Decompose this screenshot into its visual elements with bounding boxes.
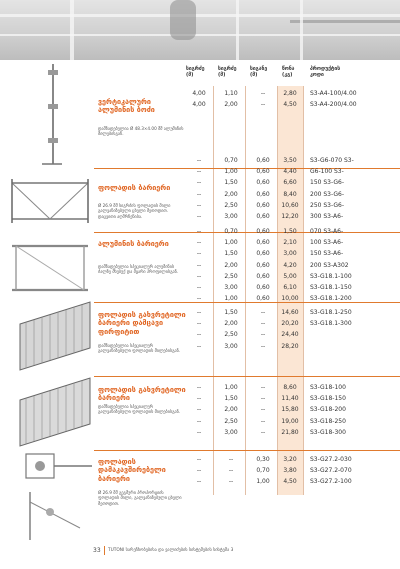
table-cell-c3: 0,60 (256, 239, 270, 247)
table-cell-c1: 4,00 (192, 90, 206, 97)
table-cell-c3: 0,60 (256, 261, 270, 269)
table-cell-c4: 10,00 (281, 295, 299, 303)
table-cell-c1: -- (196, 309, 202, 316)
table-cell-code: S3-G18-250 (310, 417, 346, 425)
table-cell-code: S3-G18.1-200 (310, 295, 352, 303)
table-cell-c1: -- (196, 213, 202, 220)
table-cell-c1: -- (196, 295, 202, 303)
perforated-barrier-plate-image (18, 300, 92, 372)
table-cell-c4: 12,20 (281, 213, 299, 220)
table-cell-c3: 0,60 (256, 168, 270, 176)
table-cell-c2: -- (228, 478, 234, 486)
section-title-vertical-post: ვერტიკალური ალუმინის ბოძი (98, 97, 155, 115)
table-cell-code: 150 S3-G6- (310, 179, 345, 187)
section-desc-perforated-plate: დამზადებულია სპეციალურ გალვანიზებული ფოლადის მილებისგან. (98, 343, 181, 354)
table-cell-c2: 2,50 (224, 272, 238, 280)
table-cell-c2: 3,00 (224, 284, 238, 291)
table-cell-code: S3-G18-100 (310, 384, 346, 391)
table-cell-c1: -- (196, 331, 202, 339)
table-cell-c2: 1,10 (224, 90, 238, 97)
table-cell-c3: -- (260, 428, 266, 436)
header-length-2: სიგრძე (მ) (218, 66, 237, 78)
table-cell-c3: -- (260, 309, 266, 316)
table-cell-c1: -- (196, 284, 202, 291)
table-cell-c3: -- (260, 406, 266, 414)
table-cell-code: S3-G27.2-030 (310, 456, 352, 463)
footer-text: TUTONI სარეჩხობებისა და ვალიძების სისტემების სისტემა 3 (108, 548, 234, 553)
table-cell-c2: 1,00 (224, 295, 238, 303)
table-cell-c4: 6,10 (283, 284, 297, 291)
table-cell-c2: 2,00 (224, 101, 238, 109)
page-footer (0, 546, 400, 560)
table-cell-c1: -- (196, 168, 202, 176)
footer-divider (104, 546, 105, 555)
table-cell-c2: 2,00 (224, 320, 238, 328)
table-cell-c1: -- (196, 228, 202, 235)
table-cell-c3: 0,60 (256, 228, 270, 235)
table-cell-c3: 0,70 (256, 467, 270, 475)
table-cell-c2: -- (228, 456, 234, 463)
table-cell-c4: 3,00 (283, 250, 297, 258)
table-cell-c3: -- (260, 417, 266, 425)
header-code: პროდუქტის კოდი (310, 66, 341, 78)
table-cell-c1: -- (196, 261, 202, 269)
table-cell-code: 250 S3-G6- (310, 201, 345, 209)
section-title-perforated-plate: ფოლადის გახვრეტილი ბარიერი დამცავი ფირფიტით (98, 310, 186, 336)
table-cell-c1: -- (196, 456, 202, 463)
table-cell-c4: 6,60 (283, 179, 297, 187)
col-rule (213, 86, 214, 495)
steel-barrier-image (10, 175, 90, 227)
table-cell-c2: 3,00 (224, 342, 238, 350)
header-width: სიგანე (მ) (250, 66, 268, 78)
table-cell-c3: -- (260, 384, 266, 391)
section-desc-connector-barrier: Ø 26.9 მმ გეგმური პროპორციის ფოლადის მილი, გალვანიზებული ცხელი მეთოდით. (98, 490, 182, 506)
table-cell-c2: -- (228, 467, 234, 475)
table-cell-c4: 20,20 (281, 320, 299, 328)
table-cell-code: S3-G18-300 (310, 428, 346, 436)
section-title-connector-barrier: ფოლადის დამაკავშირებელი ბარიერი (98, 457, 166, 483)
table-cell-c3: 0,60 (256, 250, 270, 258)
table-cell-c4: 5,00 (283, 272, 297, 280)
table-cell-c2: 1,00 (224, 239, 238, 247)
table-cell-c4: 1,50 (283, 228, 297, 235)
section-divider (94, 450, 400, 451)
table-cell-c3: 1,00 (256, 478, 270, 486)
table-cell-c1: -- (196, 478, 202, 486)
table-cell-c4: 19,00 (281, 417, 299, 425)
table-cell-c3: 0,60 (256, 190, 270, 198)
table-cell-code: S3-G18-150 (310, 395, 346, 403)
table-cell-c3: 0,60 (256, 201, 270, 209)
table-cell-c3: -- (260, 320, 266, 328)
section-desc-vertical-post: დამზადებულია Ø 48.3×4.00 მმ ალუმინის მილებისგან. (98, 126, 184, 137)
table-cell-c1: -- (196, 406, 202, 414)
header-photo (0, 0, 400, 60)
table-cell-code: S3-A4-100/4.00 (310, 90, 357, 97)
table-cell-c4: 15,80 (281, 406, 299, 414)
table-cell-c1: -- (196, 272, 202, 280)
table-cell-c4: 21,80 (281, 428, 299, 436)
table-cell-c2: 0,70 (224, 157, 238, 164)
table-cell-c4: 3,20 (283, 456, 297, 463)
table-cell-c2: 2,00 (224, 190, 238, 198)
table-cell-c3: 0,60 (256, 284, 270, 291)
table-cell-c4: 14,60 (281, 309, 299, 316)
section-title-steel-barrier: ფოლადის ბარიერი (98, 183, 171, 192)
table-cell-code: 200 S3-G6- (310, 190, 345, 198)
table-cell-c1: -- (196, 157, 202, 164)
table-cell-c1: -- (196, 320, 202, 328)
table-cell-code: S3-G18.1-150 (310, 284, 352, 291)
table-cell-c1: -- (196, 190, 202, 198)
table-cell-c1: -- (196, 239, 202, 247)
table-cell-c1: -- (196, 342, 202, 350)
table-cell-code: S3-A4-200/4.00 (310, 101, 357, 109)
table-cell-code: 300 S3-A6- (310, 213, 344, 220)
table-cell-c3: 0,60 (256, 157, 270, 164)
table-cell-c3: 0,60 (256, 272, 270, 280)
table-cell-c1: -- (196, 417, 202, 425)
table-cell-c2: 3,00 (224, 213, 238, 220)
table-cell-c2: 1,50 (224, 309, 238, 316)
table-cell-c4: 4,20 (283, 261, 297, 269)
col-rule (245, 86, 246, 495)
table-cell-c2: 1,00 (224, 168, 238, 176)
header-length-1: სიგრძე (მ) (186, 66, 205, 78)
table-cell-c2: 2,00 (224, 406, 238, 414)
table-cell-c2: 1,50 (224, 179, 238, 187)
table-cell-c4: 10,60 (281, 201, 299, 209)
table-cell-c2: 2,00 (224, 261, 238, 269)
section-desc-aluminium-barrier: დამზადებულია სპეციალურ ალუმინის ძალზე მსუბუქ და მყარი პროფილისგან. (98, 264, 179, 275)
table-cell-c4: 3,80 (283, 467, 297, 475)
section-title-aluminium-barrier: ალუმინის ბარიერი (98, 239, 169, 248)
table-cell-code: S3-G18.1-100 (310, 272, 352, 280)
table-cell-code: 200 S3-A302 (310, 261, 349, 269)
section-title-perforated-barrier: ფოლადის გახვრეტილი ბარიერი (98, 385, 186, 403)
table-cell-c4: 28,20 (281, 342, 299, 350)
table-cell-c2: 1,50 (224, 395, 238, 403)
table-cell-c2: 3,00 (224, 428, 238, 436)
table-cell-c3: -- (260, 395, 266, 403)
page-number: 33 (93, 547, 101, 554)
section-desc-steel-barrier: Ø 26.9 მმ სიგრძის ფოლადის მილი გალვანიზებული ცხელი მეთოდით. დაცვითი აღმრჩენისა. (98, 203, 171, 219)
table-cell-c3: 0,60 (256, 213, 270, 220)
header-weight: წონა (კგ) (282, 66, 295, 78)
section-desc-perforated-barrier: დამზადებულია სპეციალურ გალვანიზებული ფოლადის მილებისგან. (98, 404, 181, 415)
table-cell-c1: -- (196, 384, 202, 391)
table-cell-c1: -- (196, 179, 202, 187)
aluminium-barrier-image (10, 240, 90, 298)
table-cell-code: 100 S3-A6- (310, 239, 344, 247)
table-cell-c4: 2,80 (283, 90, 297, 97)
table-cell-c1: 4,00 (192, 101, 206, 109)
table-cell-code: S3-G18.1-250 (310, 309, 352, 316)
table-cell-code: S3-G27.2-100 (310, 478, 352, 486)
table-cell-code: 070 S3-A6- (310, 228, 344, 235)
table-cell-c1: -- (196, 201, 202, 209)
table-cell-c2: 1,50 (224, 250, 238, 258)
table-cell-c4: 2,10 (283, 239, 297, 247)
table-cell-c4: 3,50 (283, 157, 297, 164)
table-cell-code: S3-G18-200 (310, 406, 346, 414)
table-cell-c4: 8,60 (283, 384, 297, 391)
table-cell-c4: 11,40 (281, 395, 299, 403)
table-cell-c4: 8,40 (283, 190, 297, 198)
table-cell-c1: -- (196, 395, 202, 403)
table-cell-code: G6-100 S3- (310, 168, 344, 176)
table-cell-code: S3-G27.2-070 (310, 467, 352, 475)
table-cell-c1: -- (196, 467, 202, 475)
connector-barrier-image (20, 452, 96, 542)
table-cell-code: S3-G6-070 S3- (310, 157, 354, 164)
table-cell-c3: 0,30 (256, 456, 270, 463)
table-cell-c2: 2,50 (224, 201, 238, 209)
perforated-barrier-image (18, 376, 92, 448)
table-cell-code: 150 S3-A6- (310, 250, 344, 258)
table-cell-c2: 2,50 (224, 417, 238, 425)
table-cell-c1: -- (196, 428, 202, 436)
table-cell-c4: 4,50 (283, 101, 297, 109)
section-divider (94, 376, 400, 377)
table-cell-c3: 0,60 (256, 295, 270, 303)
table-cell-c2: 1,00 (224, 384, 238, 391)
table-cell-c3: -- (260, 101, 266, 109)
table-cell-c4: 24,40 (281, 331, 299, 339)
vertical-post-image (40, 60, 70, 168)
table-cell-c1: -- (196, 250, 202, 258)
table-cell-c4: 4,50 (283, 478, 297, 486)
table-cell-c3: -- (260, 90, 266, 97)
table-cell-c3: -- (260, 342, 266, 350)
table-cell-c3: -- (260, 331, 266, 339)
table-cell-c3: 0,60 (256, 179, 270, 187)
table-cell-c4: 4,40 (283, 168, 297, 176)
table-cell-code: S3-G18.1-300 (310, 320, 352, 328)
table-cell-c2: 2,50 (224, 331, 238, 339)
table-cell-c2: 0,70 (224, 228, 238, 235)
col-rule (303, 86, 304, 495)
